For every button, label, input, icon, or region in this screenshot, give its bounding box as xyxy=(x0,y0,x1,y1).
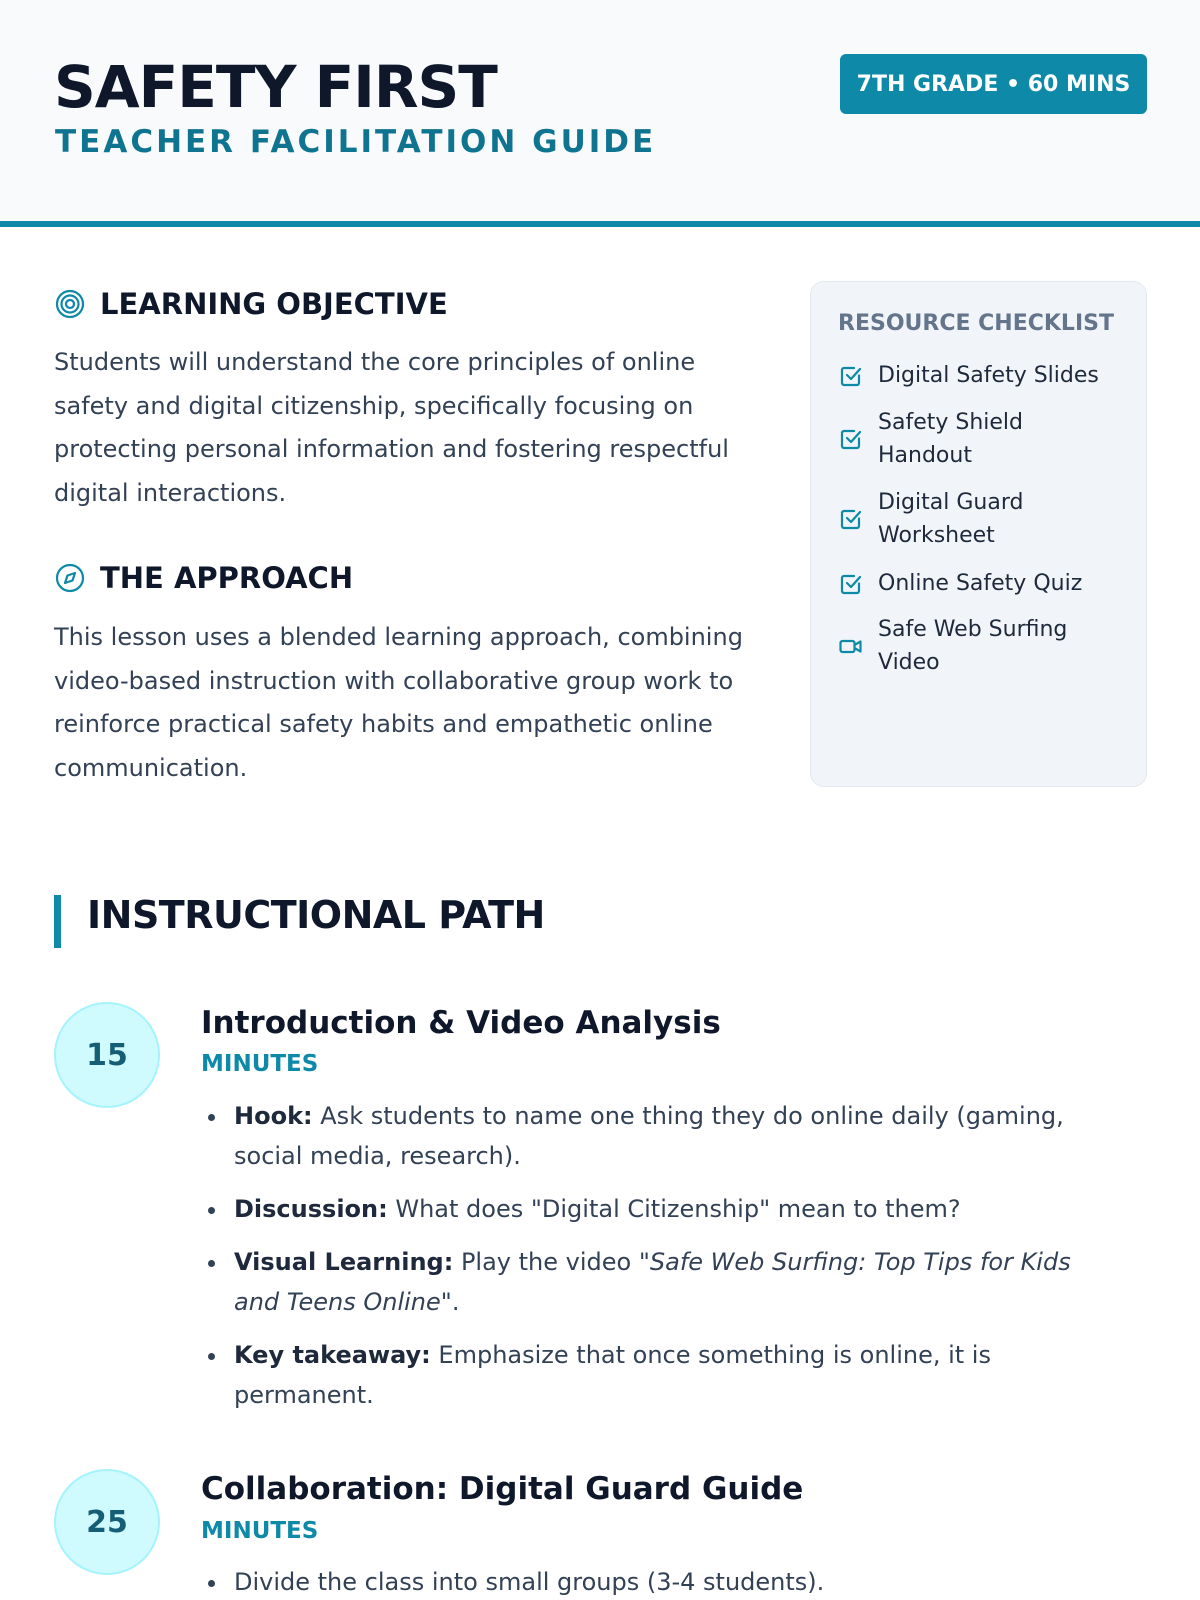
checklist-title: RESOURCE CHECKLIST xyxy=(838,311,1114,336)
step-minutes-badge: 15 xyxy=(54,1002,160,1108)
video-title-emphasis: "Safe Web Surfing: Top Tips for Kids and Teens Online" xyxy=(234,1248,1071,1316)
checklist-item-label: Safety Shield Handout xyxy=(878,410,1023,468)
step-minutes-badge: 25 xyxy=(54,1469,160,1575)
bullet-text: What does "Digital Citizenship" mean to them? xyxy=(395,1195,961,1223)
checkbox-icon xyxy=(838,426,864,452)
bullet-label: Key takeaway: xyxy=(234,1341,431,1369)
checklist-item-label: Digital Guard Worksheet xyxy=(878,490,1024,548)
bullet-tail: . xyxy=(451,1288,460,1316)
checkbox-icon xyxy=(838,571,864,597)
checklist-item-label: Online Safety Quiz xyxy=(878,571,1083,596)
approach-text: This lesson uses a blended learning approach, combining video-based instruction with collaborative group work to reinforce practical safety habits and empathetic online communication. xyxy=(54,623,743,782)
checkbox-icon xyxy=(838,363,864,389)
checklist-item-label: Safe Web Surfing Video xyxy=(878,617,1068,675)
objective-heading-label: LEARNING OBJECTIVE xyxy=(100,287,448,321)
objective-text: Students will understand the core principles of online safety and digital citizenship, specifically focusing on protecting personal information and fostering respectful digital interactions. xyxy=(54,348,729,507)
page-subtitle: TEACHER FACILITATION GUIDE xyxy=(55,124,657,160)
step-title: Introduction & Video Analysis xyxy=(201,1005,721,1041)
checkbox-icon xyxy=(838,506,864,532)
checklist-item[interactable] xyxy=(838,567,1128,600)
step-bullet-list xyxy=(201,1562,1121,1600)
checklist-item[interactable] xyxy=(838,613,1128,679)
checklist-item[interactable] xyxy=(838,359,1128,392)
list-item xyxy=(201,1242,1121,1322)
section-accent-bar xyxy=(54,895,61,948)
bullet-label: Discussion: xyxy=(234,1195,388,1223)
objective-heading xyxy=(54,287,448,321)
bullet-label: Hook: xyxy=(234,1102,313,1130)
page-title: SAFETY FIRST xyxy=(54,53,497,121)
step-bullet-list xyxy=(201,1096,1121,1428)
target-icon xyxy=(54,288,86,320)
checklist-item-label: Digital Safety Slides xyxy=(878,363,1099,388)
compass-icon xyxy=(54,562,86,594)
bullet-label: Visual Learning: xyxy=(234,1248,454,1276)
approach-heading xyxy=(54,561,353,595)
step-title: Collaboration: Digital Guard Guide xyxy=(201,1471,804,1507)
grade-duration-badge: 7TH GRADE • 60 MINS xyxy=(840,54,1147,114)
video-icon xyxy=(838,633,864,659)
list-item xyxy=(201,1096,1121,1176)
list-item xyxy=(201,1335,1121,1415)
bullet-text: Play the video xyxy=(460,1248,632,1276)
bullet-text: Ask students to name one thing they do online daily (gaming, social media, research). xyxy=(234,1102,1064,1170)
checklist-item[interactable] xyxy=(838,486,1128,552)
checklist-item[interactable] xyxy=(838,406,1128,472)
list-item xyxy=(201,1189,1121,1229)
resource-checklist xyxy=(810,281,1147,787)
approach-heading-label: THE APPROACH xyxy=(100,561,354,595)
step-unit: MINUTES xyxy=(201,1051,319,1077)
bullet-text: Divide the class into small groups (3-4 students). xyxy=(234,1568,825,1596)
list-item xyxy=(201,1562,1121,1600)
bullet-text: Emphasize that once something is online, it is permanent. xyxy=(234,1341,991,1409)
step-unit: MINUTES xyxy=(201,1518,319,1544)
instructional-path-title: INSTRUCTIONAL PATH xyxy=(87,893,545,937)
header xyxy=(0,0,1200,227)
